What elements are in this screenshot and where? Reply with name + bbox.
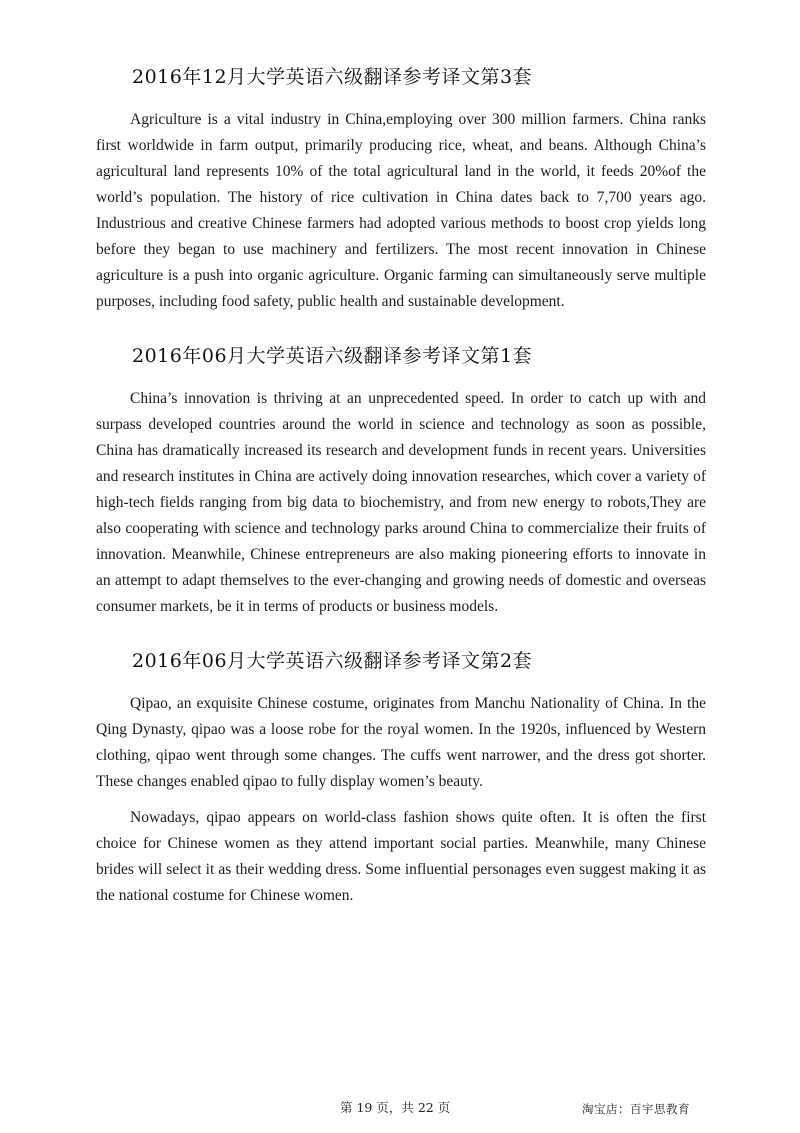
section-title: 2016年06月大学英语六级翻译参考译文第1套 [132,345,533,367]
paragraph: Agriculture is a vital industry in China,employing over 300 million farmers. China ranks first worldwide in farm output, primarily producing rice, wheat, and beans. Although China’s agricultural land represents 10% of the total agricultural land in the world, it feeds 20%of the world’s population. The history of rice cultivation in China dates back to 7,700 years ago. Industrious and creative Chinese farmers had adopted various methods to boost crop yields long before they began to use machinery and fertilizers. The most recent innovation in Chinese agriculture is a push into organic agriculture. Organic farming can simultaneously serve multiple purposes, including food safety, public health and sustainable development. [96,111,706,310]
paragraph: Qipao, an exquisite Chinese costume, originates from Manchu Nationality of China. In the Qing Dynasty, qipao was a loose robe for the royal women. In the 1920s, influenced by Western clothing, qipao went through some changes. The cuffs went narrower, and the dress got shorter. These changes enabled qipao to fully display women’s beauty. [96,695,706,790]
section-2016-06-set-2 [96,646,706,909]
section-title: 2016年06月大学英语六级翻译参考译文第2套 [132,650,533,672]
section-2016-12-set-3 [96,62,706,315]
section-2016-06-set-1 [96,341,706,620]
section-title: 2016年12月大学英语六级翻译参考译文第3套 [132,66,533,88]
document-body [96,62,706,935]
paragraph: China’s innovation is thriving at an unprecedented speed. In order to catch up with and surpass developed countries around the world in science and technology as soon as possible, China has dramatically increased its research and development funds in recent years. Universities and research institutes in China are actively doing innovation researches, which cover a variety of high-tech fields ranging from big data to biochemistry, and from new energy to robots,They are also cooperating with science and technology parks around China to commercialize their fruits of innovation. Meanwhile, Chinese entrepreneurs are also making pioneering efforts to innovate in an attempt to adapt themselves to the ever-changing and growing needs of domestic and overseas consumer markets, be it in terms of products or business models. [96,390,706,615]
page-number: 第 19 页，共 22 页 [340,1100,451,1115]
shop-label: 淘宝店：百宇思教育 [582,1102,690,1116]
paragraph: Nowadays, qipao appears on world-class fashion shows quite often. It is often the first choice for Chinese women as they attend important social parties. Meanwhile, many Chinese brides will select it as their wedding dress. Some influential personages even suggest making it as the national costume for Chinese women. [96,809,706,904]
